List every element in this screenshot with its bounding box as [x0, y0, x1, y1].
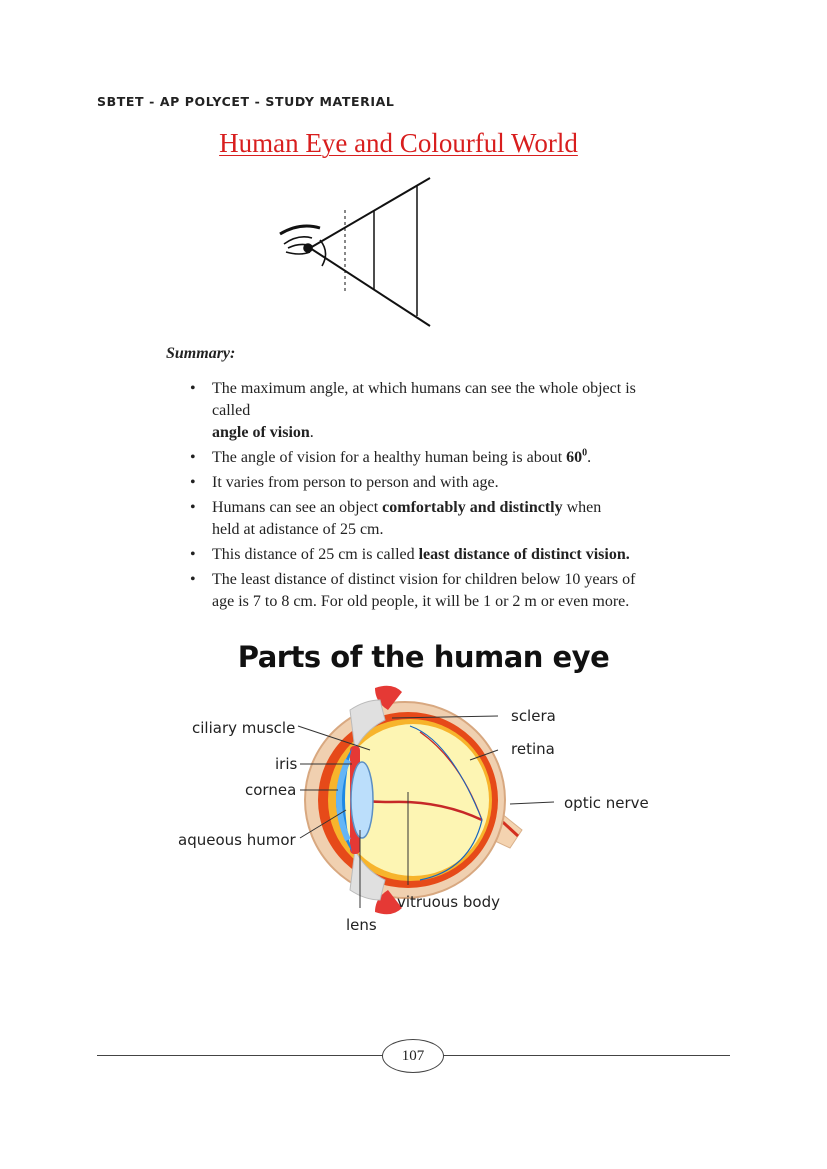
page-title: Human Eye and Colourful World — [219, 128, 578, 158]
angle-of-vision-figure — [270, 172, 440, 332]
summary-item — [187, 497, 687, 541]
footer-rule-left — [97, 1055, 383, 1056]
label-cornea: cornea — [245, 781, 297, 799]
superscript: 0 — [582, 447, 588, 459]
summary-text: • The maximum angle, at which humans can see the whole object is — [212, 380, 636, 397]
summary-list — [187, 378, 687, 616]
key-term: comfortably and distinctly — [382, 499, 563, 516]
label-lens: lens — [346, 916, 377, 934]
key-term: least distance of distinct vision. — [418, 546, 630, 563]
footer-rule-right — [442, 1055, 730, 1056]
summary-text: . — [309, 424, 314, 441]
label-ciliary-muscle: ciliary muscle — [192, 719, 296, 737]
human-eye-diagram — [170, 680, 670, 940]
summary-item — [187, 378, 687, 444]
label-iris: iris — [275, 755, 298, 773]
summary-item — [187, 472, 687, 494]
page-number: 107 — [382, 1039, 444, 1073]
summary-text — [212, 422, 687, 444]
label-aqueous-humor: aqueous humor — [178, 831, 296, 849]
vision-ray-lower — [310, 248, 430, 326]
summary-text: • The least distance of distinct vision for children below 10 years of — [212, 571, 636, 588]
summary-item — [187, 447, 687, 469]
label-retina: retina — [511, 740, 555, 758]
summary-item — [187, 569, 687, 613]
summary-text: This distance of 25 cm is called — [212, 546, 419, 563]
summary-text: • Humans can see an object comfortably and distinctly when — [212, 499, 602, 516]
summary-text: . — [587, 449, 592, 466]
key-term: 60 — [566, 449, 583, 466]
eye-sketch-icon — [280, 226, 326, 266]
key-term: angle of vision — [212, 424, 310, 441]
vision-ray-upper — [310, 178, 430, 248]
label-sclera: sclera — [511, 707, 556, 725]
running-header: SBTET - AP POLYCET - STUDY MATERIAL — [97, 94, 395, 109]
summary-text: held at adistance of 25 cm. — [212, 521, 384, 538]
summary-text: It varies from person to person and with age. — [212, 474, 499, 491]
label-optic-nerve: optic nerve — [564, 794, 649, 812]
eye-diagram-title: Parts of the human eye — [237, 640, 610, 674]
label-vitruous-body: vitruous body — [397, 893, 500, 911]
summary-heading: Summary: — [166, 345, 236, 362]
summary-text: called — [212, 402, 251, 419]
summary-text: The angle of vision for a healthy human being is about — [212, 449, 567, 466]
summary-text: age is 7 to 8 cm. For old people, it will be 1 or 2 m or even more. — [212, 593, 630, 610]
summary-item — [187, 544, 687, 566]
lens-shape — [351, 762, 373, 838]
